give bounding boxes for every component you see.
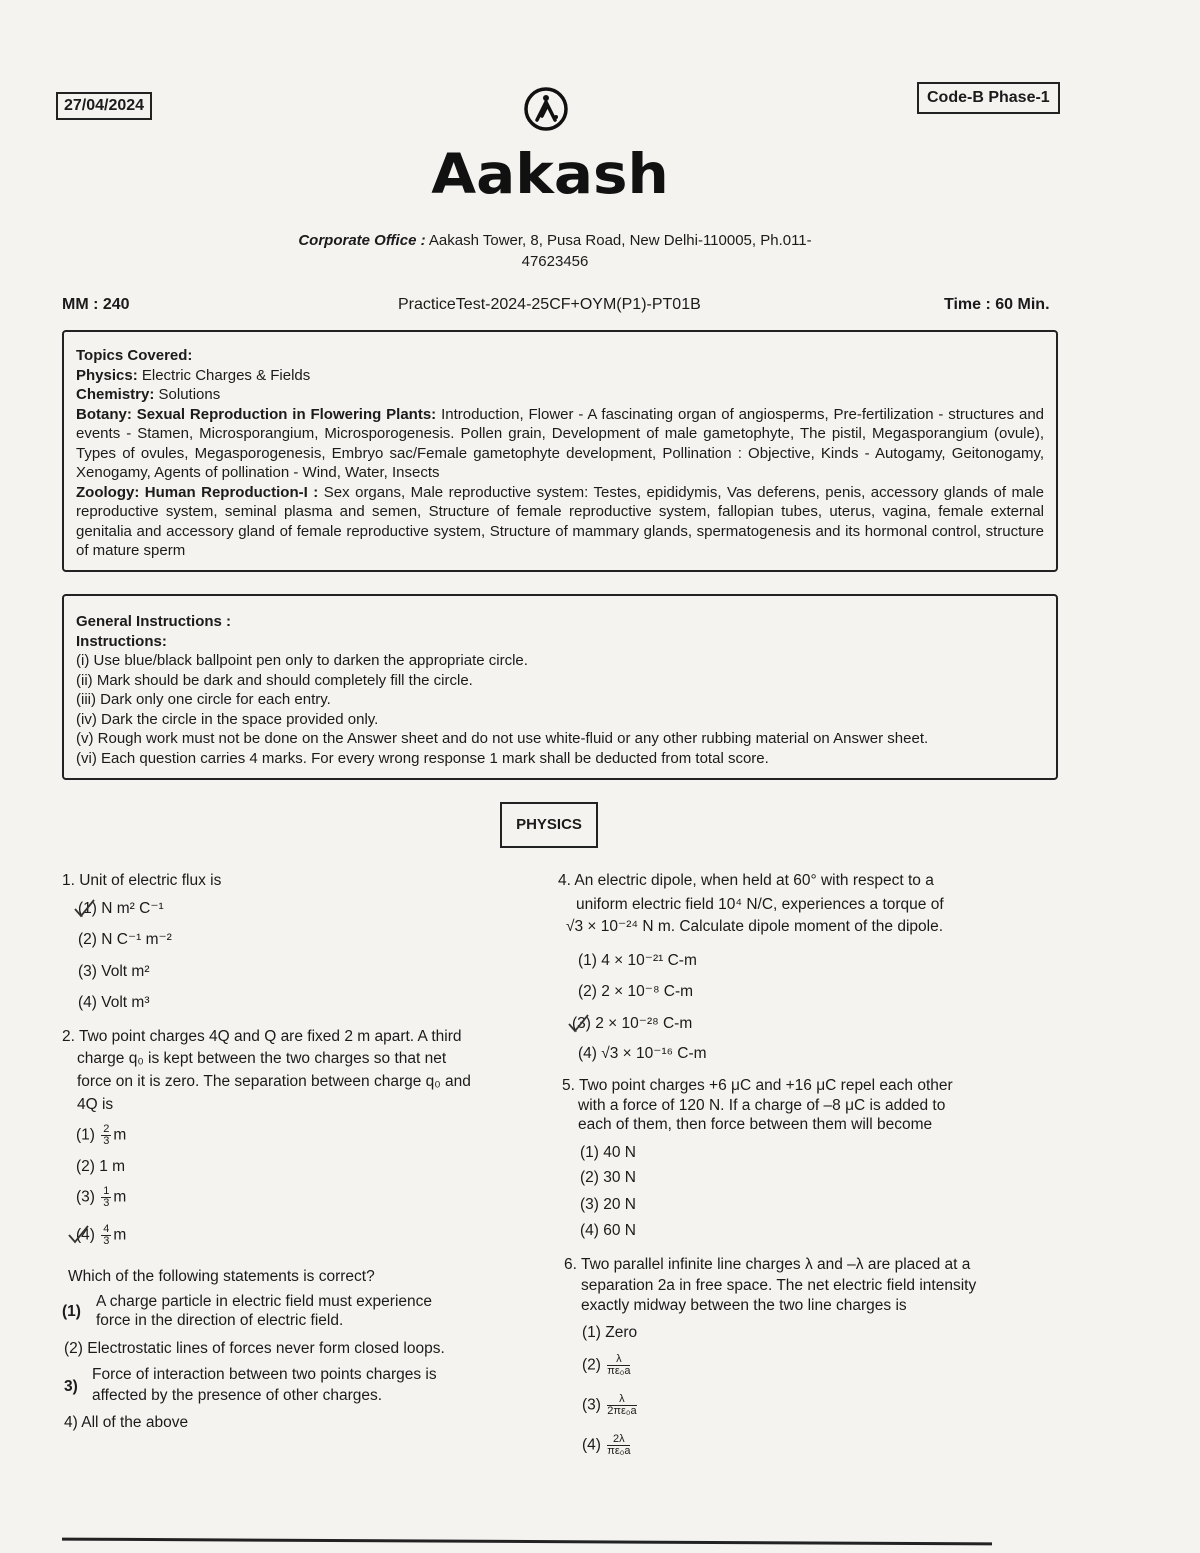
fraction: $\frac{1}{3}$: [103, 1185, 110, 1209]
question-4-stem-line-1: 4. An electric dipole, when held at 60° with respect to a: [558, 872, 934, 889]
question-2-option-1: (1) $\frac{2}{3}$ m: [76, 1123, 127, 1147]
question-3-option-4: 4) All of the above: [64, 1414, 189, 1431]
instruction-item: (v) Rough work must not be done on the Answer sheet and do not use white-fluid or any other rubbing material on Answer sheet.: [76, 730, 929, 747]
topics-chemistry: Chemistry: Solutions: [76, 386, 221, 403]
instruction-item: (i) Use blue/black ballpoint pen only to darken the appropriate circle.: [76, 652, 528, 669]
fraction: $\frac{4}{3}$: [103, 1223, 110, 1247]
topics-zoology: Zoology: Human Reproduction-I : Sex organs, Male reproductive system: Testes, epididymis, Vas deferens, penis, accessory glands of male reproductive system, seminal plasma and semen, Structure of female reproductive system, fallopian tubes, uterus, vagina, female external genitalia and accessory gland of female reproductive system, Structure of mammary glands, spermatogenesis and its hormonal control, structure of mature sperm: [76, 483, 1044, 559]
question-6-option-1: (1) Zero: [582, 1324, 638, 1341]
question-4-option-1: (1) 4 × 10⁻²¹ C-m: [578, 952, 697, 969]
instruction-item: (iii) Dark only one circle for each entry.: [76, 691, 331, 708]
fraction: $\frac{\lambda}{\text{πε₀a}}$: [607, 1353, 631, 1377]
question-6-stem-line-2: separation 2a in free space. The net electric field intensity: [581, 1277, 977, 1294]
question-1-stem: 1. Unit of electric flux is: [62, 872, 222, 889]
question-2-stem-line-3: force on it is zero. The separation between charge q₀ and: [77, 1073, 471, 1090]
question-3-option-2: (2) Electrostatic lines of forces never form closed loops.: [64, 1340, 445, 1357]
instruction-item: (ii) Mark should be dark and should completely fill the circle.: [76, 671, 473, 689]
corporate-office: [270, 230, 840, 272]
section-title: PHYSICS: [500, 802, 598, 848]
question-4-option-3: (3) 2 × 10⁻²⁸ C-m: [572, 1015, 693, 1032]
corporate-address: Aakash Tower, 8, Pusa Road, New Delhi-110005, Ph.011-: [428, 232, 812, 249]
topics-physics: Physics: Electric Charges & Fields: [76, 366, 311, 384]
fraction: $\frac{\lambda}{\text{2πε₀a}}$: [607, 1393, 637, 1417]
question-3-option-1-number: (1): [62, 1303, 81, 1320]
question-6-stem-line-1: 6. Two parallel infinite line charges λ and –λ are placed at a: [564, 1256, 971, 1273]
question-2-option-4: (4) $\frac{4}{3}$ m: [76, 1223, 127, 1247]
question-1-option-1: (1) N m² C⁻¹: [78, 900, 164, 917]
question-6-stem-line-3: exactly midway between the two line charges is: [581, 1297, 907, 1314]
question-6-option-4: (4) $\frac{2\lambda}{\text{πε₀a}}$: [582, 1433, 631, 1457]
question-3-stem: Which of the following statements is correct?: [68, 1268, 375, 1285]
bottom-divider: [62, 1538, 992, 1546]
checkmark-icon: [566, 1011, 592, 1037]
question-3-option-1-line-2: force in the direction of electric field.: [96, 1312, 344, 1329]
test-code: PracticeTest-2024-25CF+OYM(P1)-PT01B: [398, 296, 701, 313]
max-marks: MM : 240: [62, 296, 130, 313]
question-6-option-2: (2) $\frac{\lambda}{\text{πε₀a}}$: [582, 1353, 631, 1377]
question-6-option-3: (3) $\frac{\lambda}{\text{2πε₀a}}$: [582, 1393, 637, 1417]
instruction-item: (vi) Each question carries 4 marks. For every wrong response 1 mark shall be deducted from total score.: [76, 749, 769, 767]
question-5-option-4: (4) 60 N: [580, 1222, 636, 1239]
corporate-phone: 47623456: [521, 253, 589, 270]
fraction: $\frac{2}{3}$: [103, 1123, 110, 1147]
question-2-stem-line-1: 2. Two point charges 4Q and Q are fixed 2 m apart. A third: [62, 1028, 462, 1045]
instructions-subheading: Instructions:: [76, 632, 167, 650]
aakash-logo-icon: [523, 86, 569, 132]
question-5-option-1: (1) 40 N: [580, 1144, 636, 1161]
checkmark-icon: [66, 1222, 92, 1248]
question-4-stem-line-3: √3 × 10⁻²⁴ N m. Calculate dipole moment of the dipole.: [566, 918, 944, 935]
question-2-stem-line-2: charge q₀ is kept between the two charges so that net: [77, 1050, 447, 1067]
date-stamp: 27/04/2024: [56, 92, 152, 120]
instructions-box: [62, 594, 1058, 780]
question-3-option-3-line-1: Force of interaction between two points charges is: [92, 1366, 437, 1383]
fraction: $\frac{2\lambda}{\text{πε₀a}}$: [607, 1433, 631, 1457]
question-5-stem-line-1: 5. Two point charges +6 μC and +16 μC repel each other: [562, 1077, 953, 1094]
topics-box: [62, 330, 1058, 572]
question-1-option-2: (2) N C⁻¹ m⁻²: [78, 931, 172, 948]
time-limit: Time : 60 Min.: [944, 296, 1050, 313]
question-1-option-3: (3) Volt m²: [78, 963, 150, 980]
question-1-option-4: (4) Volt m³: [78, 994, 150, 1011]
code-label: Code-B Phase-1: [917, 82, 1060, 114]
question-2-option-3: (3) $\frac{1}{3}$ m: [76, 1185, 127, 1209]
topics-botany: Botany: Sexual Reproduction in Flowering Plants: Introduction, Flower - A fascinating organ of angiosperms, Pre-fertilization - structures and events - Stamen, Microsporangium, Microsporogenesis. Pollen grain, Development of male gametophyte, The pistil, Megasporangium (ovule), Types of ovules, Megasporogenesis, Embryo sac/Female gametophyte development, Pollination : Objective, Kinds - Autogamy, Geitonogamy, Xenogamy, Agents of pollination - Wind, Water, Insects: [76, 405, 1044, 481]
question-5-stem-line-3: each of them, then force between them will become: [578, 1116, 933, 1133]
corporate-label: Corporate Office :: [298, 232, 426, 249]
brand-name: Aakash: [431, 141, 669, 207]
question-4-stem-line-2: uniform electric field 10⁴ N/C, experiences a torque of: [576, 896, 944, 913]
instruction-item: (iv) Dark the circle in the space provided only.: [76, 710, 379, 728]
checkmark-icon: [72, 896, 98, 922]
question-5-stem-line-2: with a force of 120 N. If a charge of –8 μC is added to: [578, 1097, 946, 1114]
question-5-option-3: (3) 20 N: [580, 1196, 636, 1213]
question-3-option-1-line-1: A charge particle in electric field must experience: [96, 1293, 432, 1310]
instructions-heading: General Instructions :: [76, 613, 232, 630]
question-3-option-3-number: 3): [64, 1378, 78, 1395]
question-2-option-2: (2) 1 m: [76, 1158, 126, 1175]
topics-heading: Topics Covered:: [76, 347, 193, 364]
question-2-stem-line-4: 4Q is: [77, 1096, 114, 1113]
question-4-option-4: (4) √3 × 10⁻¹⁶ C-m: [578, 1045, 707, 1062]
question-4-option-2: (2) 2 × 10⁻⁸ C-m: [578, 983, 694, 1000]
question-3-option-3-line-2: affected by the presence of other charges.: [92, 1387, 383, 1404]
question-5-option-2: (2) 30 N: [580, 1169, 636, 1186]
